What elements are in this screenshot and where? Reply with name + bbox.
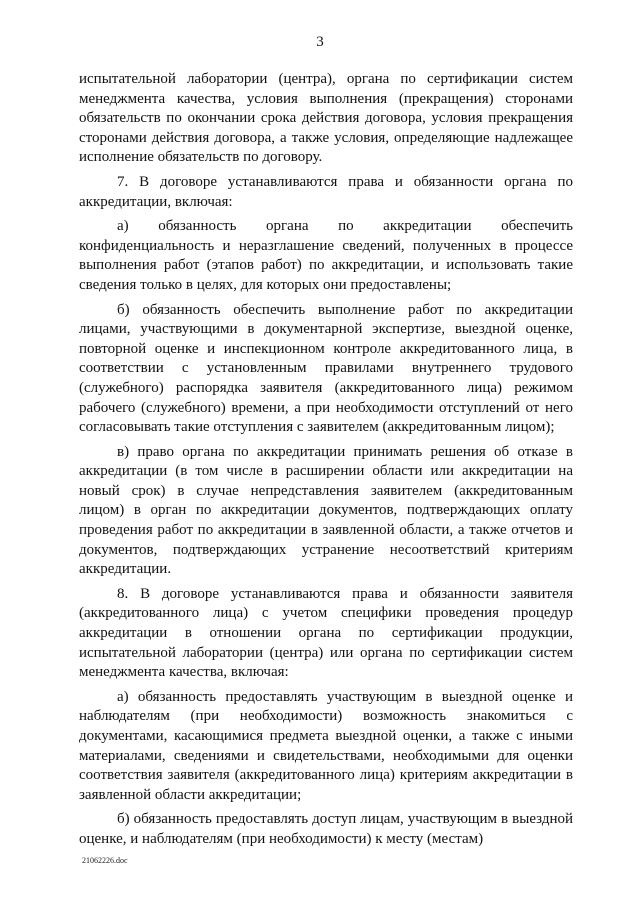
paragraph-clause-7b: б) обязанность обеспечить выполнение работ по аккредитации лицами, участвующими в документарной экспертизе, выездной оценке, повторной оценке и инспекционном контроле аккредитованного лица, в соответствии с установленным правилами внутреннего трудового (служебного) распорядка заявителя (аккредитованного лица) режимом рабочего (служебного) времени, а при необходимости отступлений от него согласовывать такие отступления с заявителем (аккредитованным лицом); — [79, 301, 573, 436]
paragraph-continuation: испытательной лаборатории (центра), органа по сертификации систем менеджмента качества, условия выполнения (прекращения) сторонами обязательств по окончании срока действия договора, условия прекращения сторонами действия договора, а также условия, определяющие надлежащее исполнение обязательств по договору. — [79, 71, 573, 166]
paragraph-clause-8a: а) обязанность предоставлять участвующим в выездной оценке и наблюдателям (при необходимости) возможность знакомиться с документами, касающимися предмета выездной оценки, а также с иными материалами, сведениями и свидетельствами, необходимыми для оценки соответствия заявителя (аккредитованного лица) критериям аккредитации в заявленной области аккредитации; — [79, 688, 573, 803]
paragraph-clause-8b: б) обязанность предоставлять доступ лицам, участвующим в выездной оценке, и наблюдателям (при необходимости) к месту (местам) — [79, 811, 573, 847]
footer-file-code: 21062226.doc — [82, 856, 128, 865]
paragraph-clause-7v: в) право органа по аккредитации принимать решения об отказе в аккредитации (в том числе в расширении области или аккредитации на новый срок) в случае непредставления заявителем (аккредитованным лицом) в орган по аккредитации документов, подтверждающих оплату проведения работ по аккредитации в заявленной области, а также отчетов и документов, подтверждающих устранение несоответствий критериям аккредитации. — [79, 443, 573, 578]
document-body — [79, 70, 573, 850]
paragraph-clause-7: 7. В договоре устанавливаются права и обязанности органа по аккредитации, включая: — [79, 173, 573, 210]
paragraph-clause-8: 8. В договоре устанавливаются права и обязанности заявителя (аккредитованного лица) с учетом специфики проведения процедур аккредитации в отношении органа по сертификации продукции, испытательной лаборатории (центра) или органа по сертификации систем менеджмента качества, включая: — [79, 585, 573, 681]
page-number: 3 — [316, 34, 324, 50]
paragraph-clause-7a: а) обязанность органа по аккредитации обеспечить конфиденциальность и неразглашение сведений, полученных в процессе выполнения работ (этапов работ) по аккредитации, и использовать такие сведения только в целях, для которых они предоставлены; — [79, 218, 573, 293]
